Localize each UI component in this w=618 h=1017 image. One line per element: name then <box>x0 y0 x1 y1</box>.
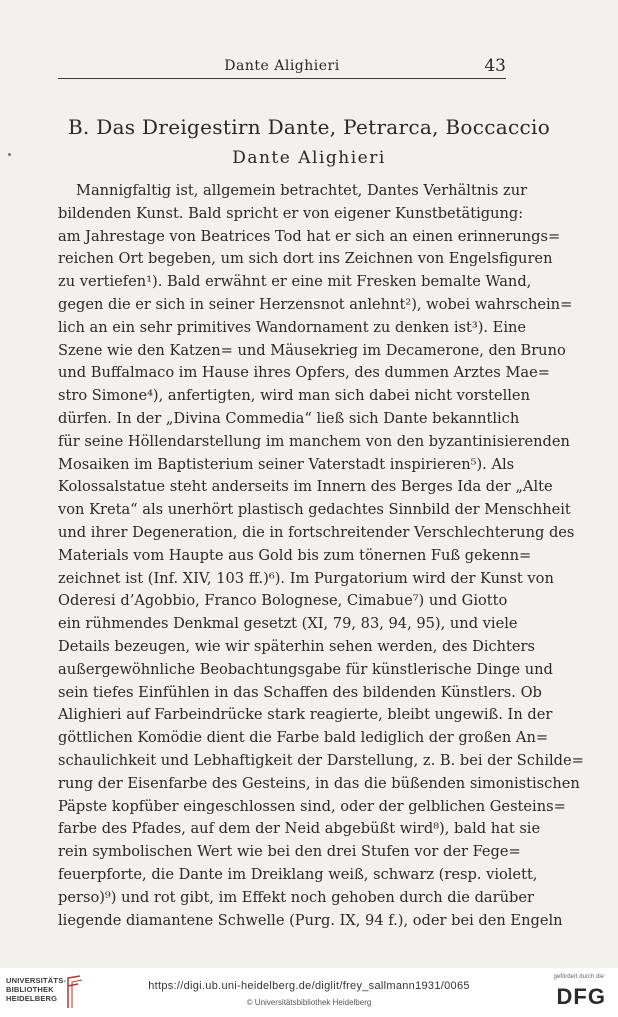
text-line: Mosaiken im Baptisterium seiner Vaterstadt inspirieren⁵). Als <box>58 455 515 473</box>
text-line: feuerpforte, die Dante im Dreiklang weiß, schwarz (resp. violett, <box>58 865 538 883</box>
text-line: am Jahrestage von Beatrices Tod hat er sich an einen erinnerungs= <box>58 227 561 245</box>
text-line: für seine Höllendarstellung im manchem von den byzantinisierenden <box>58 432 570 450</box>
text-line: bildenden Kunst. Bald spricht er von eigener Kunstbetätigung: <box>58 204 524 222</box>
library-name: UNIVERSITÄTS- BIBLIOTHEK HEIDELBERG <box>6 976 67 1003</box>
subheading: Dante Alighieri <box>232 148 386 168</box>
text-line: sein tiefes Einfühlen in das Schaffen des bildenden Künstlers. Ob <box>58 683 542 701</box>
text-line: zeichnet ist (Inf. XIV, 103 ff.)⁶). Im Purgatorium wird der Kunst von <box>58 569 554 587</box>
text-line: Kolossalstatue steht anderseits im Innern des Berges Ida der „Alte <box>58 478 553 496</box>
footer-bar <box>0 968 618 1017</box>
text-line: Alighieri auf Farbeindrücke stark reagierte, bleibt ungewiß. In der <box>58 706 553 724</box>
text-line: lich an ein sehr primitives Wandornament zu denken ist³). Eine <box>58 318 527 336</box>
text-line: ein rühmendes Denkmal gesetzt (XI, 79, 83, 94, 95), und viele <box>58 615 518 633</box>
text-line: gegen die er sich in seiner Herzensnot anlehnt²), wobei wahrschein= <box>58 295 573 313</box>
text-line: dürfen. In der „Divina Commedia“ ließ sich Dante bekanntlich <box>58 409 520 427</box>
text-line: perso)⁹) und rot gibt, im Effekt noch gehoben durch die darüber <box>58 888 534 906</box>
text-line: rein symbolischen Wert wie bei den drei Stufen vor der Fege= <box>58 843 521 861</box>
text-line: Materials vom Haupte aus Gold bis zum tönernen Fuß gekenn= <box>58 546 532 564</box>
text-line: Päpste kopfüber eingeschlossen sind, oder der gelblichen Gesteins= <box>58 797 566 815</box>
text-line: farbe des Pfades, auf dem der Neid abgebüßt wird⁸), bald hat sie <box>58 820 541 838</box>
text-line: von Kreta“ als unerhört plastisch gedachtes Sinnbild der Menschheit <box>58 501 571 519</box>
text-line: Details bezeugen, wie wir späterhin sehen werden, des Dichters <box>58 637 536 655</box>
text-line: außergewöhnliche Beobachtungsgabe für künstlerische Dinge und <box>58 660 553 678</box>
section-heading: B. Das Dreigestirn Dante, Petrarca, Boccaccio <box>67 115 551 139</box>
digital-object-link[interactable]: https://digi.ub.uni-heidelberg.de/diglit/frey_sallmann1931/0065 <box>148 980 470 992</box>
text-line: Szene wie den Katzen= und Mäusekrieg im Decamerone, den Bruno <box>58 341 566 359</box>
text-line: reichen Ort begeben, um sich dort ins Zeichnen von Engelsfiguren <box>58 250 553 268</box>
text-line: Oderesi d’Agobbio, Franco Bolognese, Cimabue⁷) und Giotto <box>58 592 508 610</box>
funder-note: gefördert durch die <box>553 974 604 980</box>
dfg-logo[interactable]: DFG <box>556 984 606 1009</box>
text-line: zu vertiefen¹). Bald erwähnt er eine mit Fresken bemalte Wand, <box>58 273 532 291</box>
running-header <box>58 54 506 79</box>
text-line: stro Simone⁴), anfertigten, wird man sich dabei nicht vorstellen <box>58 387 530 405</box>
text-line: göttlichen Komödie dient die Farbe bald lediglich der großen An= <box>58 729 549 747</box>
text-line: schaulichkeit und Lebhaftigkeit der Darstellung, z. B. bei der Schilde= <box>58 751 584 769</box>
text-line: und ihrer Degeneration, die in fortschreitender Verschlechterung des <box>58 523 575 541</box>
text-line: liegende diamantene Schwelle (Purg. IX, 94 f.), oder bei den Engeln <box>58 911 563 929</box>
body-text <box>58 180 584 932</box>
text-line: Mannigfaltig ist, allgemein betrachtet, Dantes Verhältnis zur <box>76 182 528 199</box>
running-title: Dante Alighieri <box>224 58 340 74</box>
text-line: rung der Eisenfarbe des Gesteins, in das die büßenden simonistischen <box>58 774 580 792</box>
page-number: 43 <box>484 56 506 76</box>
text-line: und Buffalmaco im Hause ihres Opfers, des dummen Arztes Mae= <box>58 364 550 382</box>
copyright-notice: © Universitätsbibliothek Heidelberg <box>246 998 372 1007</box>
